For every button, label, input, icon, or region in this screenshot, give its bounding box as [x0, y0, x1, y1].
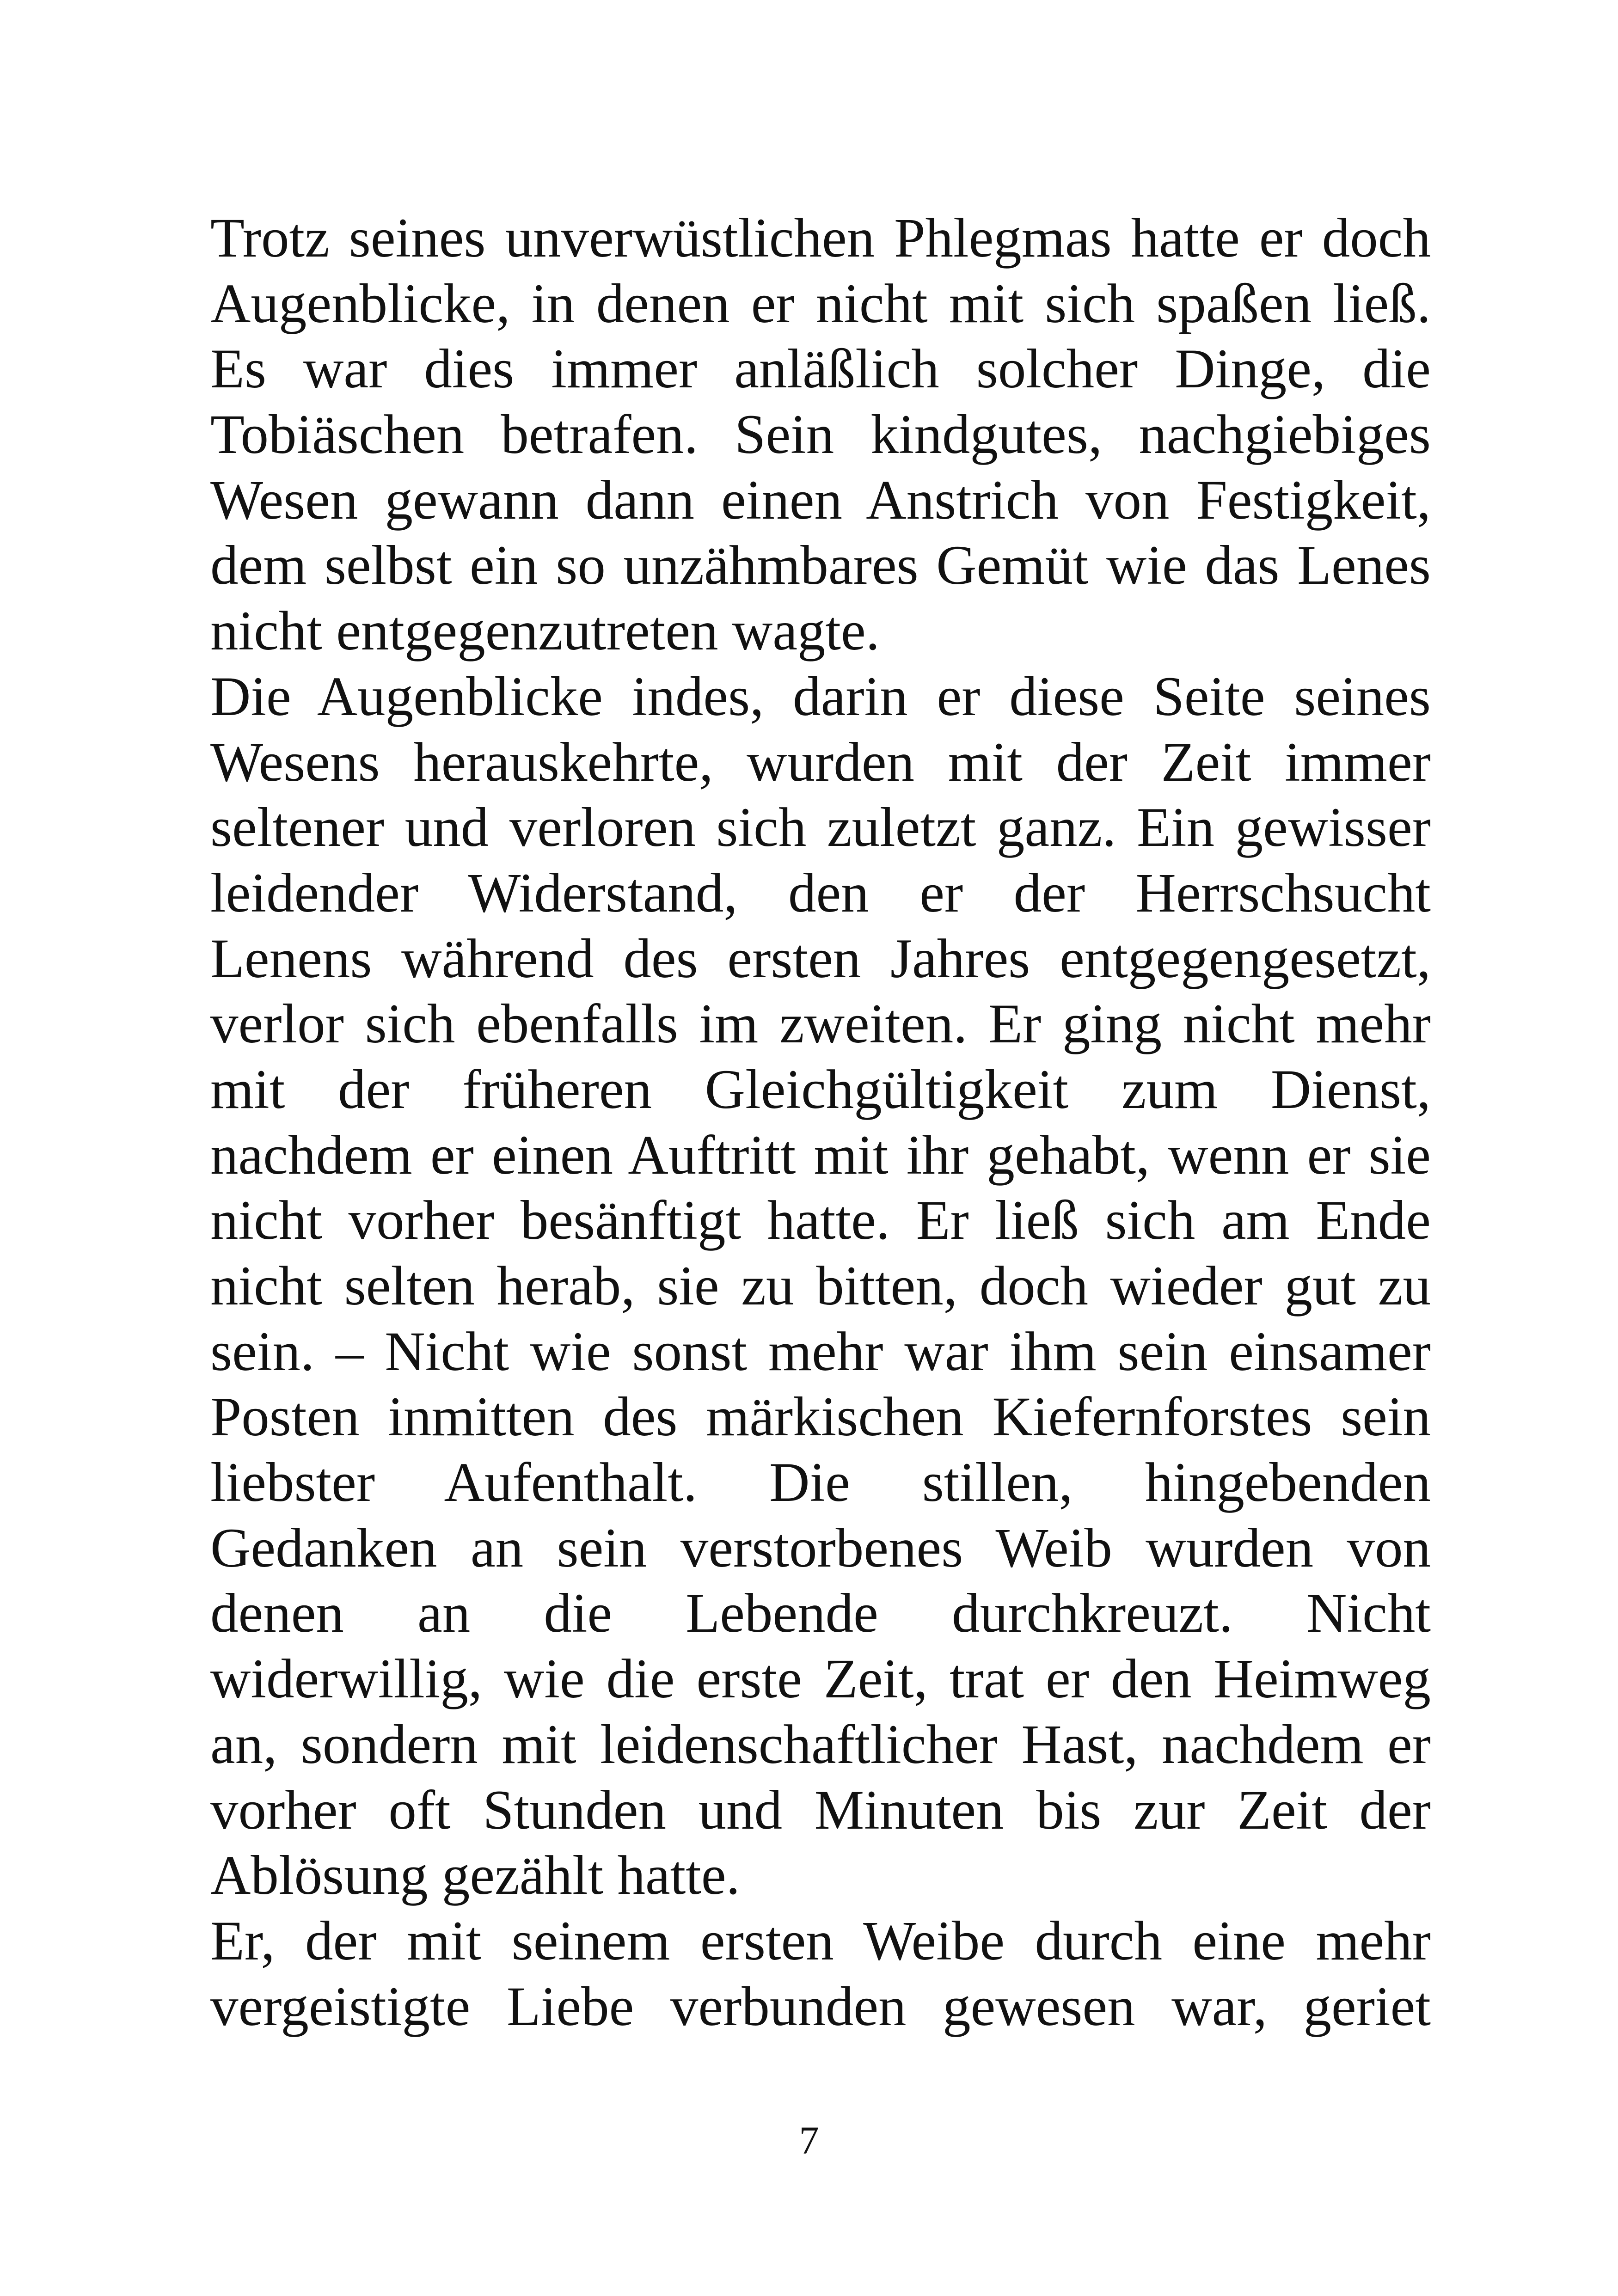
text-line: Posten inmitten des märkischen Kiefernforstes sein: [210, 1386, 1431, 1448]
text-line: Augenblicke, in denen er nicht mit sich spaßen ließ.: [210, 272, 1431, 335]
text-line: verlor sich ebenfalls im zweiten. Er ging nicht mehr: [210, 993, 1431, 1055]
text-line: nicht vorher besänftigt hatte. Er ließ sich am Ende: [210, 1189, 1431, 1252]
text-line: Tobiäschen betrafen. Sein kindgutes, nachgiebiges: [210, 404, 1431, 466]
text-line: Die Augenblicke indes, darin er diese Seite seines: [210, 665, 1431, 728]
text-line: Trotz seines unverwüstlichen Phlegmas hatte er doch: [210, 207, 1431, 269]
text-line: leidender Widerstand, den er der Herrschsucht: [210, 862, 1431, 924]
text-line: Wesens herauskehrte, wurden mit der Zeit immer: [210, 731, 1431, 793]
text-line: nachdem er einen Auftritt mit ihr gehabt, wenn er sie: [210, 1124, 1431, 1186]
body-text: [210, 206, 1431, 2039]
text-line: vergeistigte Liebe verbunden gewesen war, geriet: [210, 1975, 1431, 2038]
text-line: mit der früheren Gleichgültigkeit zum Dienst,: [210, 1058, 1431, 1120]
text-line: Gedanken an sein verstorbenes Weib wurden von: [210, 1517, 1431, 1579]
text-line: Es war dies immer anläßlich solcher Dinge, die: [210, 338, 1431, 400]
text-line: widerwillig, wie die erste Zeit, trat er den Heimweg: [210, 1648, 1431, 1710]
text-line: an, sondern mit leidenschaftlicher Hast, nachdem er: [210, 1713, 1431, 1776]
text-line: Lenens während des ersten Jahres entgegengesetzt,: [210, 927, 1431, 990]
text-line: vorher oft Stunden und Minuten bis zur Zeit der: [210, 1779, 1431, 1841]
text-line: sein. – Nicht wie sonst mehr war ihm sein einsamer: [210, 1320, 1431, 1383]
text-line: nicht entgegenzutreten wagte.: [210, 600, 880, 662]
text-line: liebster Aufenthalt. Die stillen, hingebenden: [210, 1451, 1431, 1514]
paragraph: [210, 1909, 1431, 2039]
text-line: Er, der mit seinem ersten Weibe durch eine mehr: [210, 1910, 1431, 1972]
text-line: denen an die Lebende durchkreuzt. Nicht: [210, 1582, 1431, 1645]
paragraph: [210, 206, 1431, 664]
page-number: 7: [799, 2118, 819, 2162]
text-line: seltener und verloren sich zuletzt ganz. Ein gewisser: [210, 796, 1431, 859]
text-line: dem selbst ein so unzähmbares Gemüt wie das Lenes: [210, 534, 1431, 597]
paragraph: [210, 664, 1431, 1909]
text-line: nicht selten herab, sie zu bitten, doch wieder gut zu: [210, 1255, 1431, 1317]
text-line: Ablösung gezählt hatte.: [210, 1844, 740, 1907]
text-line: Wesen gewann dann einen Anstrich von Festigkeit,: [210, 469, 1431, 531]
